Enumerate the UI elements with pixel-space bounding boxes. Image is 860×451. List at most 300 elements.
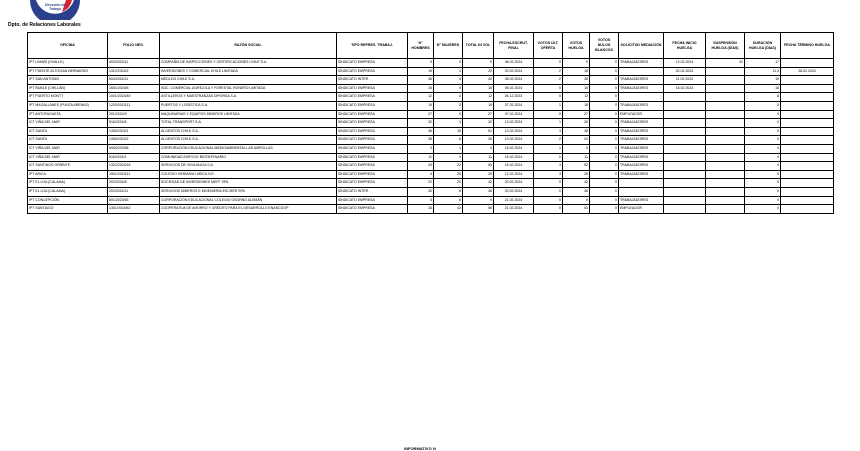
table-cell: MAQUINARIAS Y EQUIPOS MINEROS LIMITADA [160,110,337,119]
table-cell: 1501/2023/11 [108,170,160,179]
column-header: N° MUJERES [434,33,463,59]
table-cell: 27 [463,110,494,119]
table-cell: 4 [408,170,434,179]
table-cell [706,101,745,110]
table-cell: 11.02.2024 [664,76,706,85]
table-cell [619,187,664,196]
logo-text-line-2: Trabajo [49,7,62,11]
table-cell: 0 [534,84,563,93]
table-cell: 38 [408,136,434,145]
table-cell: 0 [590,127,619,136]
table-cell: IPT SANTIAGO [28,205,108,214]
table-row [28,196,834,205]
table-cell: 0 [745,187,781,196]
table-cell: MEDLOG CHILE S.A. [160,76,337,85]
table-cell [619,67,664,76]
column-header: DURACIÓN HUELGA (DÍAS) [745,33,781,59]
table-cell: PUERTOS Y LOGÍSTICA S.A. [160,101,337,110]
table-cell: 26 [563,170,590,179]
table-cell: 0 [434,59,463,68]
table-cell: 40 [463,76,494,85]
table-cell [664,162,706,171]
table-cell: TRABAJADORES [619,170,664,179]
table-cell [781,101,834,110]
table-cell: 2 [534,136,563,145]
table-cell [706,93,745,102]
table-cell: 202/2024/11 [108,187,160,196]
table-cell: 22 [434,162,463,171]
table-cell: 13.02.2024 [494,127,534,136]
table-cell [781,170,834,179]
logo-text-line-1: Dirección del [45,3,67,7]
table-cell [781,84,834,93]
direccion-del-trabajo-logo [22,0,88,20]
table-row [28,187,834,196]
table-cell: SINDICATO EMPRESA [337,162,408,171]
table-cell: 16.02.2024 [664,84,706,93]
table-cell: 0 [745,101,781,110]
column-header: FECHA TÉRMINO HUELGA [781,33,834,59]
column-header: FOLIO NEG. [108,33,160,59]
table-cell: INVERSIONES Y COMERCIAL CHILE LIMITADA [160,67,337,76]
table-cell: COOPERATIVA DE AHORRO Y CRÉDITO PARA EL DESARROLLO ENANCOOP [160,205,337,214]
table-cell: SERVICIOS MINEROS E INGENIERÍA ESCHER SPA [160,187,337,196]
table-cell: CORPORACIÓN EDUCACIONAL COLEGIO OSORNO ALEMÁN [160,196,337,205]
table-cell: 31 [706,59,745,68]
table-cell [706,119,745,128]
table-cell: SINDICATO EMPRESA [337,84,408,93]
table-cell [664,170,706,179]
table-cell: 13.02.2024 [494,136,534,145]
table-cell: TRABAJADORES [619,119,664,128]
table-cell: 21.02.2024 [494,196,534,205]
table-cell: 55 [463,162,494,171]
table-cell: 26 [463,136,494,145]
table-cell: SINDICATO INTER. [337,187,408,196]
table-row [28,162,834,171]
table-cell [664,101,706,110]
column-header: TOTAL IN VOL [463,33,494,59]
table-cell: 13.02.2024 [494,119,534,128]
table-cell: 0 [590,162,619,171]
table-cell: 48 [563,127,590,136]
table-cell: 0 [745,144,781,153]
table-cell [664,196,706,205]
table-row [28,127,834,136]
table-cell: IPT LIMARÍ (OVALLE) [28,59,108,68]
table-cell: 15.02.2024 [494,153,534,162]
strikes-table-wrapper [27,32,833,214]
table-cell: 1001/2023/45 [108,93,160,102]
table-header-row [28,33,834,59]
table-cell [664,187,706,196]
table-cell: COLEGIO HERMANO ARICA S.E. [160,170,337,179]
table-cell: 07.02.2024 [494,101,534,110]
table-row [28,76,834,85]
table-cell: 3 [408,144,434,153]
table-cell: SINDICATO EMPRESA [337,179,408,188]
table-cell: 0 [534,110,563,119]
table-cell: 32 [463,119,494,128]
table-cell: 53 [563,205,590,214]
column-header: SUSPENSIÓN HUELGA (DÍAS) [706,33,745,59]
table-cell: SINDICATO EMPRESA [337,196,408,205]
table-cell: TRABAJADORES [619,162,664,171]
table-cell: 0 [590,93,619,102]
table-cell: SERVICIOS DE VIGILANCIA S.A. [160,162,337,171]
table-cell: 1 [534,144,563,153]
table-cell [706,110,745,119]
table-cell: 0 [534,59,563,68]
table-cell: 11.3 [745,67,781,76]
table-cell: 0 [590,59,619,68]
table-cell: 18 [563,101,590,110]
table-cell: TOTAL TRANSPORT S.A. [160,119,337,128]
table-cell [664,127,706,136]
table-cell: 0 [590,205,619,214]
table-cell: 1 [534,101,563,110]
table-cell [706,127,745,136]
table-cell: 9 [463,59,494,68]
table-cell: 11 [408,153,434,162]
table-cell: 516/2024/1 [108,153,160,162]
table-cell: 29 [463,170,494,179]
table-cell: 0 [434,101,463,110]
table-cell: 516/2024/6 [108,119,160,128]
table-cell: 18 [563,67,590,76]
table-cell: 27 [408,110,434,119]
table-cell: 0 [590,179,619,188]
table-cell: 9 [463,196,494,205]
table-cell: 0 [590,84,619,93]
table-cell: 28.02.2024 [781,67,834,76]
table-cell: ASTILLEROS Y MAESTRANZAS DIPORSA S.A. [160,93,337,102]
table-cell [706,84,745,93]
table-cell [781,144,834,153]
table-cell: 06.02.2024 [494,84,534,93]
table-cell: 0 [534,179,563,188]
table-cell: 0 [590,119,619,128]
table-cell: ICT SANTA [28,136,108,145]
table-cell: SINDICATO EMPRESA [337,144,408,153]
table-cell: 36 [463,187,494,196]
table-cell: IPT EL LOA (CALAMA) [28,179,108,188]
table-cell: 0 [745,162,781,171]
table-cell: 0 [745,170,781,179]
table-cell: 0 [590,196,619,205]
table-cell: 12 [463,93,494,102]
table-cell: 6 [434,196,463,205]
table-row [28,110,834,119]
table-cell: 1601/2024/6 [108,84,160,93]
table-cell: TRABAJADORES [619,101,664,110]
table-cell: 3 [408,196,434,205]
table-cell: 36 [563,187,590,196]
table-cell: 1312/2024/2 [108,67,160,76]
table-cell [706,179,745,188]
table-cell: 02.02.2024 [664,67,706,76]
table-cell: ICT VIÑA DEL MAR [28,144,108,153]
table-cell: TRABAJADORES [619,59,664,68]
table-cell [706,162,745,171]
table-cell: 0 [534,196,563,205]
table-cell: 19 [408,67,434,76]
table-cell [664,153,706,162]
table-cell: SINDICATO EMPRESA [337,93,408,102]
table-cell: 25 [434,170,463,179]
table-cell: TRABAJADORES [619,196,664,205]
table-cell [781,136,834,145]
table-cell: 0 [534,153,563,162]
table-cell [706,67,745,76]
table-cell: 3 [534,170,563,179]
table-cell [706,153,745,162]
table-cell: 32 [408,119,434,128]
column-header: SOLICITUD MEDIACIÓN [619,33,664,59]
table-cell: 0 [745,136,781,145]
table-cell: 15 [408,84,434,93]
table-cell [706,76,745,85]
table-cell: COMUNIDAD EDIFICIO BICENTENARIO [160,153,337,162]
table-cell: IPT MAGALLANES (PUNTA ARENAS) [28,101,108,110]
table-cell: 12.02.2024 [664,59,706,68]
table-cell [706,187,745,196]
strikes-table [27,32,834,214]
table-cell: 506/2023/56 [108,144,160,153]
table-cell: 20 [563,136,590,145]
column-header: N° HOMBRES [408,33,434,59]
table-cell: 0 [745,153,781,162]
table-cell: 15 [563,84,590,93]
table-cell [781,93,834,102]
table-body [28,59,834,214]
table-cell [781,119,834,128]
table-cell: SINDICATO EMPRESA [337,153,408,162]
table-cell: 36 [408,76,434,85]
table-row [28,119,834,128]
table-cell: 1 [434,144,463,153]
table-cell: 0 [534,187,563,196]
table-cell: IPT EL LOA (CALAMA) [28,187,108,196]
table-cell: ICT SANTIAGO ORIENTE [28,162,108,171]
table-cell: SINDICATO EMPRESA [337,170,408,179]
table-cell [781,110,834,119]
table-cell: 0 [590,110,619,119]
table-cell: 801/2023/63 [108,196,160,205]
table-cell: 17 [745,59,781,68]
table-cell [706,196,745,205]
table-cell: 15 [463,84,494,93]
table-row [28,101,834,110]
table-cell [781,127,834,136]
table-cell: 0 [590,67,619,76]
table-cell: 15 [745,76,781,85]
table-cell: 11 [563,153,590,162]
table-cell: IPT ANTOFAGASTA [28,110,108,119]
table-cell: 27 [563,110,590,119]
table-row [28,179,834,188]
table-cell [664,110,706,119]
table-cell: 33 [408,162,434,171]
table-cell: 403/2023/11 [108,59,160,68]
table-cell: 4 [434,76,463,85]
table-cell: 0 [534,93,563,102]
table-cell: TRABAJADORES [619,127,664,136]
table-cell: 1 [534,119,563,128]
column-header: FECHA ESCRUT. FINAL [494,33,534,59]
table-row [28,84,834,93]
table-cell [706,205,745,214]
table-cell: EMPLEADOR [619,110,664,119]
table-cell: 6 [434,187,463,196]
table-cell [781,196,834,205]
table-cell: 07.02.2024 [494,110,534,119]
table-cell: 21.02.2024 [494,205,534,214]
column-header: VOTOS NULOS BLANCOS [590,33,619,59]
column-header: FECHA INICIO HUELGA [664,33,706,59]
table-cell: 202/2024/8 [108,179,160,188]
table-cell: 9 [563,59,590,68]
table-cell: 0 [434,110,463,119]
table-cell: 16 [408,205,434,214]
table-cell: 36 [408,127,434,136]
table-row [28,205,834,214]
table-cell [781,162,834,171]
table-cell: 58 [463,205,494,214]
table-cell: IPT SAN ANTONIO [28,76,108,85]
table-cell: 0 [590,144,619,153]
table-cell: IPT PUERTO MONTT [28,93,108,102]
table-cell: 12 [408,93,434,102]
table-cell: 0 [590,101,619,110]
table-cell: SINDICATO EMPRESA [337,101,408,110]
table-cell: TRABAJADORES [619,144,664,153]
table-cell: 11 [463,153,494,162]
table-cell: 1322/2024/16 [108,162,160,171]
table-cell: SINDICATO INTER. [337,76,408,85]
table-cell: 0 [590,76,619,85]
table-cell: 42 [434,205,463,214]
table-cell [781,179,834,188]
table-cell: 20 [463,67,494,76]
table-cell: 15.02.2024 [494,162,534,171]
table-cell [781,59,834,68]
table-cell: SINDICATO EMPRESA [337,205,408,214]
table-cell: 201/2024/9 [108,110,160,119]
table-cell: 3 [563,144,590,153]
column-header: TIPO REPRES. TRABAJ. [337,33,408,59]
table-cell: 1 [434,67,463,76]
table-cell: 9 [408,59,434,68]
table-cell: 2 [534,76,563,85]
table-cell: IPT CONCEPCIÓN [28,196,108,205]
table-cell: 52 [563,162,590,171]
table-cell: 1306/2024/2 [108,136,160,145]
table-cell: 20.02.2024 [494,187,534,196]
table-cell: 12.02.2024 [494,170,534,179]
table-cell: 2 [534,67,563,76]
table-cell: SOC. COMERCIAL AGRÍCOLA Y FORESTAL RONERO LIMITADA [160,84,337,93]
table-cell: 26 [563,119,590,128]
table-cell: ICT SANTA [28,127,108,136]
table-cell: 0 [434,119,463,128]
table-cell: 42 [463,179,494,188]
table-cell: 38 [563,76,590,85]
table-cell: COMPAÑÍA DE INSPECCIONES Y CERTIFICACIONES CHILE S.A. [160,59,337,68]
table-cell: 0 [590,153,619,162]
table-cell: 0 [745,179,781,188]
table-cell: 12 [563,93,590,102]
table-cell [706,170,745,179]
table-cell [781,153,834,162]
table-cell: 1301/2024/62 [108,205,160,214]
table-cell: 30 [408,187,434,196]
table-cell: 3 [534,127,563,136]
table-row [28,59,834,68]
table-row [28,170,834,179]
table-cell [781,205,834,214]
table-cell: 08.02.2024 [494,59,534,68]
table-cell: 51 [463,127,494,136]
table-cell: SINDICATO EMPRESA [337,67,408,76]
table-cell: ALGENTOS CHILE S.A. [160,136,337,145]
table-cell [619,93,664,102]
table-cell: 0 [745,110,781,119]
table-cell [706,136,745,145]
table-cell: 22 [408,179,434,188]
table-cell: 20 [434,179,463,188]
table-cell [781,187,834,196]
table-cell: 9 [563,196,590,205]
column-header: VOTOS HUELGA [563,33,590,59]
table-cell: 3 [534,162,563,171]
table-cell: 18 [745,84,781,93]
column-header: VOTOS ÚLT. OFERTA [534,33,563,59]
department-title: Dpto. de Relaciones Laborales [8,22,81,28]
table-cell: IPT ÑUBLE (CHILLÁN) [28,84,108,93]
column-header: RAZÓN SOCIAL [160,33,337,59]
table-cell: 0 [590,136,619,145]
table-cell: 8 [745,93,781,102]
table-cell: CORPORACIÓN EDUCACIONAL MEDIOAMBIENTAL LAS AMPOLLAS [160,144,337,153]
table-cell: 42 [563,179,590,188]
table-cell: 0 [434,153,463,162]
table-cell: 0 [745,205,781,214]
table-cell: SINDICATO EMPRESA [337,127,408,136]
footer-label: INFORMATIVO N [404,446,436,451]
table-cell [664,93,706,102]
table-cell [664,119,706,128]
table-cell: IPT ARICA [28,170,108,179]
table-cell: 08.02.2024 [494,76,534,85]
table-row [28,67,834,76]
table-cell: 0 [745,127,781,136]
table-cell: IPT PUENTE ALTO/SAN BERNARDO [28,67,108,76]
table-cell [706,144,745,153]
table-cell: 504/2024/11 [108,76,160,85]
table-cell: 0 [534,205,563,214]
table-cell: TRABAJADORES [619,84,664,93]
table-cell: 6 [434,136,463,145]
table-cell: 19 [408,101,434,110]
table-cell: 0 [590,187,619,196]
column-header: OFICINA [28,33,108,59]
table-cell: SINDICATO EMPRESA [337,119,408,128]
table-cell: 0 [745,196,781,205]
table-cell: 20.02.2024 [494,67,534,76]
table-cell: TRABAJADORES [619,153,664,162]
table-cell [619,179,664,188]
